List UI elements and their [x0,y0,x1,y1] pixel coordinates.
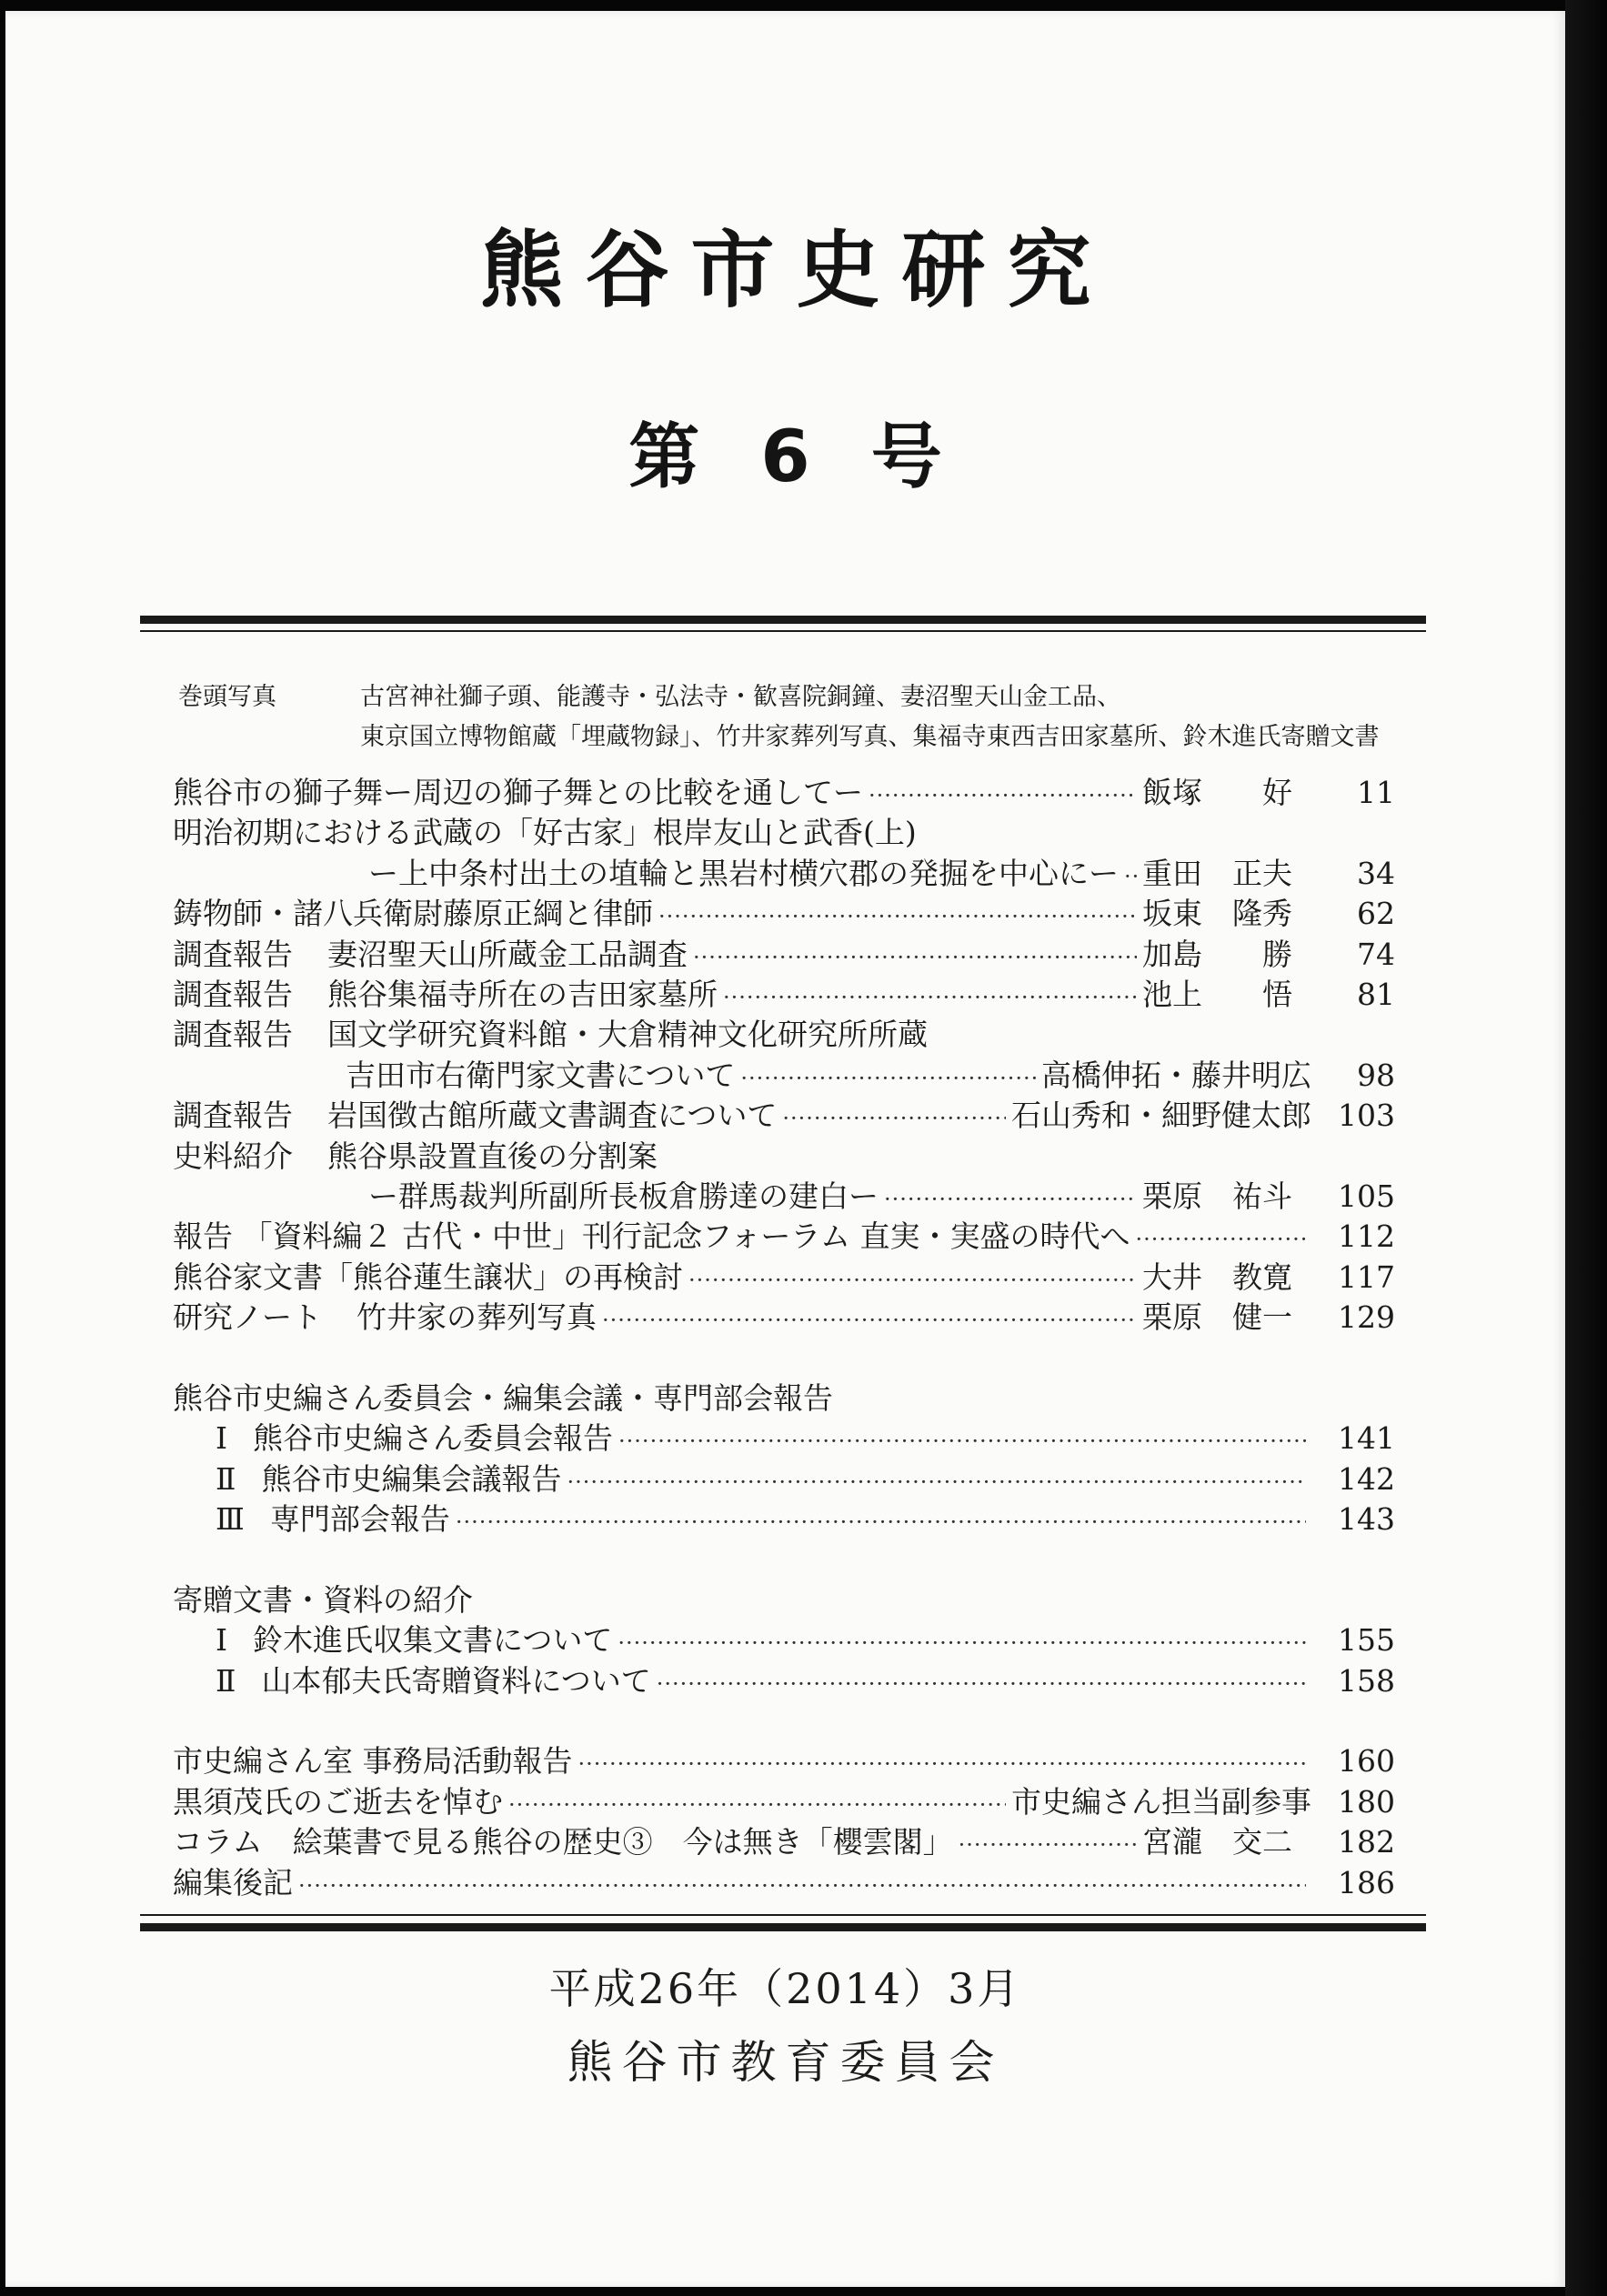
toc-entry [173,1499,1395,1539]
toc-entry [173,1661,1395,1701]
entry-subtitle: ー群馬裁判所副所長板倉勝達の建白ー [368,1178,879,1214]
dot-leader [740,1058,1036,1098]
entry-author: 大井 教寛 [1142,1258,1292,1295]
spine-edge [1565,0,1607,2296]
toc-entry [173,1056,1395,1096]
entry-author: 石山秀和・細野健太郎 [1011,1098,1311,1134]
entry-category: 調査報告 [173,1098,293,1134]
toc-entry [173,813,1395,853]
entry-author: 飯塚 好 [1142,775,1292,810]
entry-title: 国文学研究資料館・大倉精神文化研究所所蔵 [327,1017,928,1053]
entry-title: 熊谷市の獅子舞ー周辺の獅子舞との比較を通してー [173,775,863,810]
entry-category: 史料紹介 [173,1138,293,1174]
toc-entry [173,1620,1395,1660]
top-thin-rule [140,630,1426,632]
entry-page: 180 [1338,1783,1395,1820]
issue-number: 第 6 号 [628,416,942,498]
entry-category: 研究ノート [173,1299,323,1336]
entry-page: 129 [1338,1299,1395,1336]
entry-title: 熊谷県設置直後の分割案 [327,1138,658,1174]
frontispiece-label: 巻頭写真 [178,683,276,711]
entry-category: 調査報告 [173,1017,293,1053]
dot-leader [1124,857,1137,897]
entry-author: 栗原 祐斗 [1142,1178,1292,1214]
cover-page [5,11,1565,2287]
publisher: 熊谷市教育委員会 [567,2036,1004,2089]
entry-page: 143 [1338,1501,1395,1538]
toc-entry [173,975,1395,1015]
entry-page: 103 [1338,1098,1395,1134]
dot-leader [508,1785,1006,1825]
toc-entry [173,935,1395,975]
entry-subtitle: ー上中条村出土の埴輪と黒岩村横穴郡の発掘を中心にー [368,855,1119,891]
entry-title: 鈴木進氏収集文書について [253,1622,613,1659]
entry-page: 158 [1338,1662,1395,1699]
toc-entry [173,1863,1395,1903]
frontispiece-line-2: 東京国立博物館蔵「埋蔵物録」、竹井家葬列写真、集福寺東西吉田家墓所、鈴木進氏寄贈文書 [360,723,1380,751]
entry-subtitle: 吉田市右衛門家文書について [346,1057,736,1093]
toc-entry [173,1096,1395,1136]
entry-page: 62 [1357,896,1395,932]
entry-roman-numeral: Ⅱ [216,1460,236,1497]
top-thick-rule [140,616,1426,624]
dot-leader [723,978,1137,1018]
committee-heading: 熊谷市史編さん委員会・編集会議・専門部会報告 [173,1379,833,1416]
dot-leader [456,1502,1306,1542]
entry-title: 市史編さん室 事務局活動報告 [173,1743,573,1780]
entry-page: 186 [1338,1864,1395,1900]
dot-leader [782,1098,1006,1138]
entry-author: 加島 勝 [1142,936,1292,972]
toc-entry [173,1177,1395,1217]
entry-page: 182 [1338,1824,1395,1860]
entry-page: 142 [1338,1460,1395,1497]
publication-date: 平成26年（2014）3月 [548,1964,1022,2013]
dot-leader [688,1260,1137,1300]
dot-leader [869,776,1137,816]
entry-page: 112 [1338,1218,1395,1255]
dot-leader [1136,1219,1307,1259]
entry-title: 黒須茂氏のご逝去を悼む [173,1783,503,1820]
dot-leader [693,937,1137,978]
entry-page: 117 [1338,1258,1395,1295]
frontispiece-line-1: 古宮神社獅子頭、能護寺・弘法寺・歓喜院銅鐘、妻沼聖天山金工品、 [360,683,1121,711]
dot-leader [567,1462,1306,1502]
toc-entry [173,854,1395,894]
dot-leader [658,897,1137,937]
entry-title: 熊谷集福寺所在の吉田家墓所 [327,976,718,1012]
table-of-contents [173,773,1395,1903]
entry-author: 重田 正夫 [1142,855,1292,891]
dot-leader [618,1421,1306,1461]
toc-entry [173,1782,1395,1822]
entry-page: 160 [1338,1743,1395,1780]
entry-roman-numeral: Ⅱ [216,1662,236,1699]
entry-author: 宮瀧 交二 [1142,1824,1292,1860]
entry-page: 155 [1338,1622,1395,1659]
entry-page: 74 [1357,936,1395,972]
entry-author: 栗原 健一 [1142,1299,1292,1336]
dot-leader [602,1300,1137,1340]
section-heading [173,1379,1395,1419]
toc-entry [173,1258,1395,1298]
toc-entry [173,1419,1395,1459]
donations-heading: 寄贈文書・資料の紹介 [173,1581,473,1618]
entry-title: 岩国徴古館所蔵文書調査について [327,1098,778,1134]
toc-entry [173,1298,1395,1338]
bottom-thick-rule [140,1923,1426,1931]
dot-leader [959,1825,1137,1865]
entry-roman-numeral: Ⅰ [216,1622,228,1659]
toc-entry [173,1015,1395,1055]
dot-leader [884,1179,1137,1219]
toc-entry [173,773,1395,813]
entry-category: 調査報告 [173,976,293,1012]
toc-entry [173,1741,1395,1781]
entry-page: 105 [1338,1178,1395,1214]
bottom-thin-rule [140,1914,1426,1916]
entry-title: 編集後記 [173,1864,293,1900]
entry-page: 34 [1357,855,1395,891]
entry-title: 竹井家の葬列写真 [357,1299,598,1336]
dot-leader [578,1744,1307,1784]
journal-title: 熊谷市史研究 [479,222,1113,319]
entry-title: 鋳物師・諸八兵衛尉藤原正綱と律師 [173,896,653,932]
entry-author: 高橋伸拓・藤井明広 [1041,1057,1311,1093]
entry-page: 81 [1357,976,1395,1012]
entry-page: 98 [1357,1057,1395,1093]
entry-title: 熊谷市史編集会議報告 [261,1460,562,1497]
entry-page: 11 [1357,775,1395,810]
dot-leader [298,1866,1306,1906]
section-heading [173,1580,1395,1620]
entry-title: 熊谷家文書「熊谷蓮生譲状」の再検討 [173,1258,683,1295]
entry-category: 調査報告 [173,936,293,972]
entry-page: 141 [1338,1420,1395,1457]
toc-entry [173,1822,1395,1862]
dot-leader [618,1623,1306,1663]
dot-leader [657,1664,1306,1704]
entry-title: 熊谷市史編さん委員会報告 [253,1420,614,1457]
entry-roman-numeral: Ⅰ [216,1420,228,1457]
entry-title: 明治初期における武蔵の「好古家」根岸友山と武香(上) [173,815,917,851]
entry-title: 報告 「資料編２ 古代・中世」刊行記念フォーラム 直実・実盛の時代へ [173,1218,1130,1255]
toc-entry [173,894,1395,934]
entry-author: 市史編さん担当副参事 [1011,1783,1311,1820]
toc-entry [173,1459,1395,1499]
toc-entry [173,1137,1395,1177]
entry-author: 坂東 隆秀 [1142,896,1292,932]
toc-entry [173,1217,1395,1257]
entry-title: 妻沼聖天山所蔵金工品調査 [327,936,688,972]
entry-title: 専門部会報告 [269,1501,450,1538]
entry-title: コラム 絵葉書で見る熊谷の歴史③ 今は無き「櫻雲閣」 [173,1824,953,1860]
entry-roman-numeral: Ⅲ [216,1501,245,1538]
entry-author: 池上 悟 [1142,976,1292,1012]
entry-title: 山本郁夫氏寄贈資料について [261,1662,651,1699]
